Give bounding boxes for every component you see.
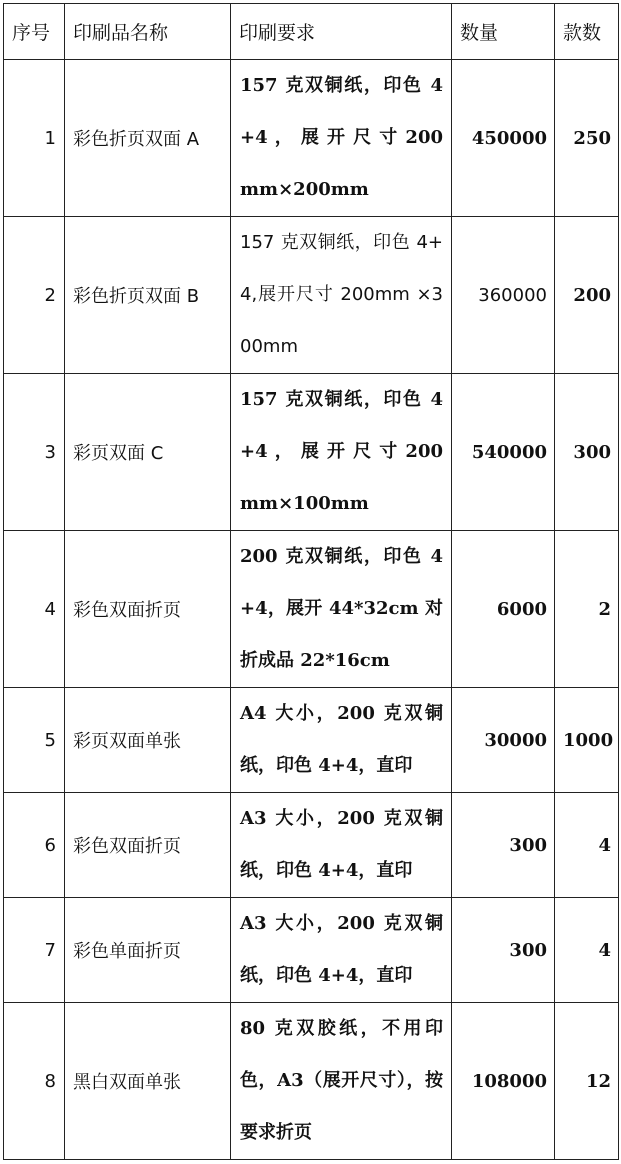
header-name: 印刷品名称 (65, 4, 231, 60)
row-requirement: 157 克双铜纸，印色 4+4,展开尺寸 200mm ×300mm (231, 217, 452, 374)
table-row (4, 793, 619, 898)
row-count: 2 (555, 531, 619, 688)
row-requirement: 80 克双胶纸，不用印色，A3（展开尺寸），按要求折页 (231, 1003, 452, 1160)
row-count: 250 (555, 60, 619, 217)
row-index: 7 (4, 898, 65, 1003)
table-row (4, 898, 619, 1003)
print-order-table (3, 3, 619, 1160)
row-requirement: 157 克双铜纸，印色 4+4 ， 展 开 尺 寸 200mm×100mm (231, 374, 452, 531)
table-row (4, 1003, 619, 1160)
row-name: 彩页双面 C (65, 374, 231, 531)
table-body (4, 60, 619, 1160)
row-name: 彩色双面折页 (65, 531, 231, 688)
table-header (4, 4, 619, 60)
row-index: 2 (4, 217, 65, 374)
row-name: 彩色折页双面 A (65, 60, 231, 217)
row-quantity: 6000 (452, 531, 555, 688)
row-index: 8 (4, 1003, 65, 1160)
row-quantity: 300 (452, 793, 555, 898)
row-index: 6 (4, 793, 65, 898)
row-index: 4 (4, 531, 65, 688)
row-name: 彩色折页双面 B (65, 217, 231, 374)
row-quantity: 360000 (452, 217, 555, 374)
row-index: 1 (4, 60, 65, 217)
row-requirement: 200 克双铜纸，印色 4+4，展开 44*32cm 对折成品 22*16cm (231, 531, 452, 688)
table-row (4, 688, 619, 793)
table-row (4, 60, 619, 217)
row-requirement: 157 克双铜纸，印色 4+4 ， 展 开 尺 寸 200mm×200mm (231, 60, 452, 217)
row-name: 彩色单面折页 (65, 898, 231, 1003)
row-name: 彩页双面单张 (65, 688, 231, 793)
row-requirement: A4 大小，200 克双铜纸，印色 4+4，直印 (231, 688, 452, 793)
row-name: 黑白双面单张 (65, 1003, 231, 1160)
table-row (4, 217, 619, 374)
row-quantity: 30000 (452, 688, 555, 793)
row-quantity: 540000 (452, 374, 555, 531)
row-count: 300 (555, 374, 619, 531)
row-requirement: A3 大小，200 克双铜纸，印色 4+4，直印 (231, 898, 452, 1003)
row-requirement: A3 大小，200 克双铜纸，印色 4+4，直印 (231, 793, 452, 898)
row-count: 4 (555, 898, 619, 1003)
table-row (4, 374, 619, 531)
table-row (4, 531, 619, 688)
row-quantity: 300 (452, 898, 555, 1003)
header-index: 序号 (4, 4, 65, 60)
header-requirement: 印刷要求 (231, 4, 452, 60)
header-row (4, 4, 619, 60)
row-count: 200 (555, 217, 619, 374)
header-count: 款数 (555, 4, 619, 60)
row-count: 1000 (555, 688, 619, 793)
row-index: 3 (4, 374, 65, 531)
row-count: 4 (555, 793, 619, 898)
row-quantity: 108000 (452, 1003, 555, 1160)
row-name: 彩色双面折页 (65, 793, 231, 898)
row-quantity: 450000 (452, 60, 555, 217)
header-quantity: 数量 (452, 4, 555, 60)
row-count: 12 (555, 1003, 619, 1160)
row-index: 5 (4, 688, 65, 793)
